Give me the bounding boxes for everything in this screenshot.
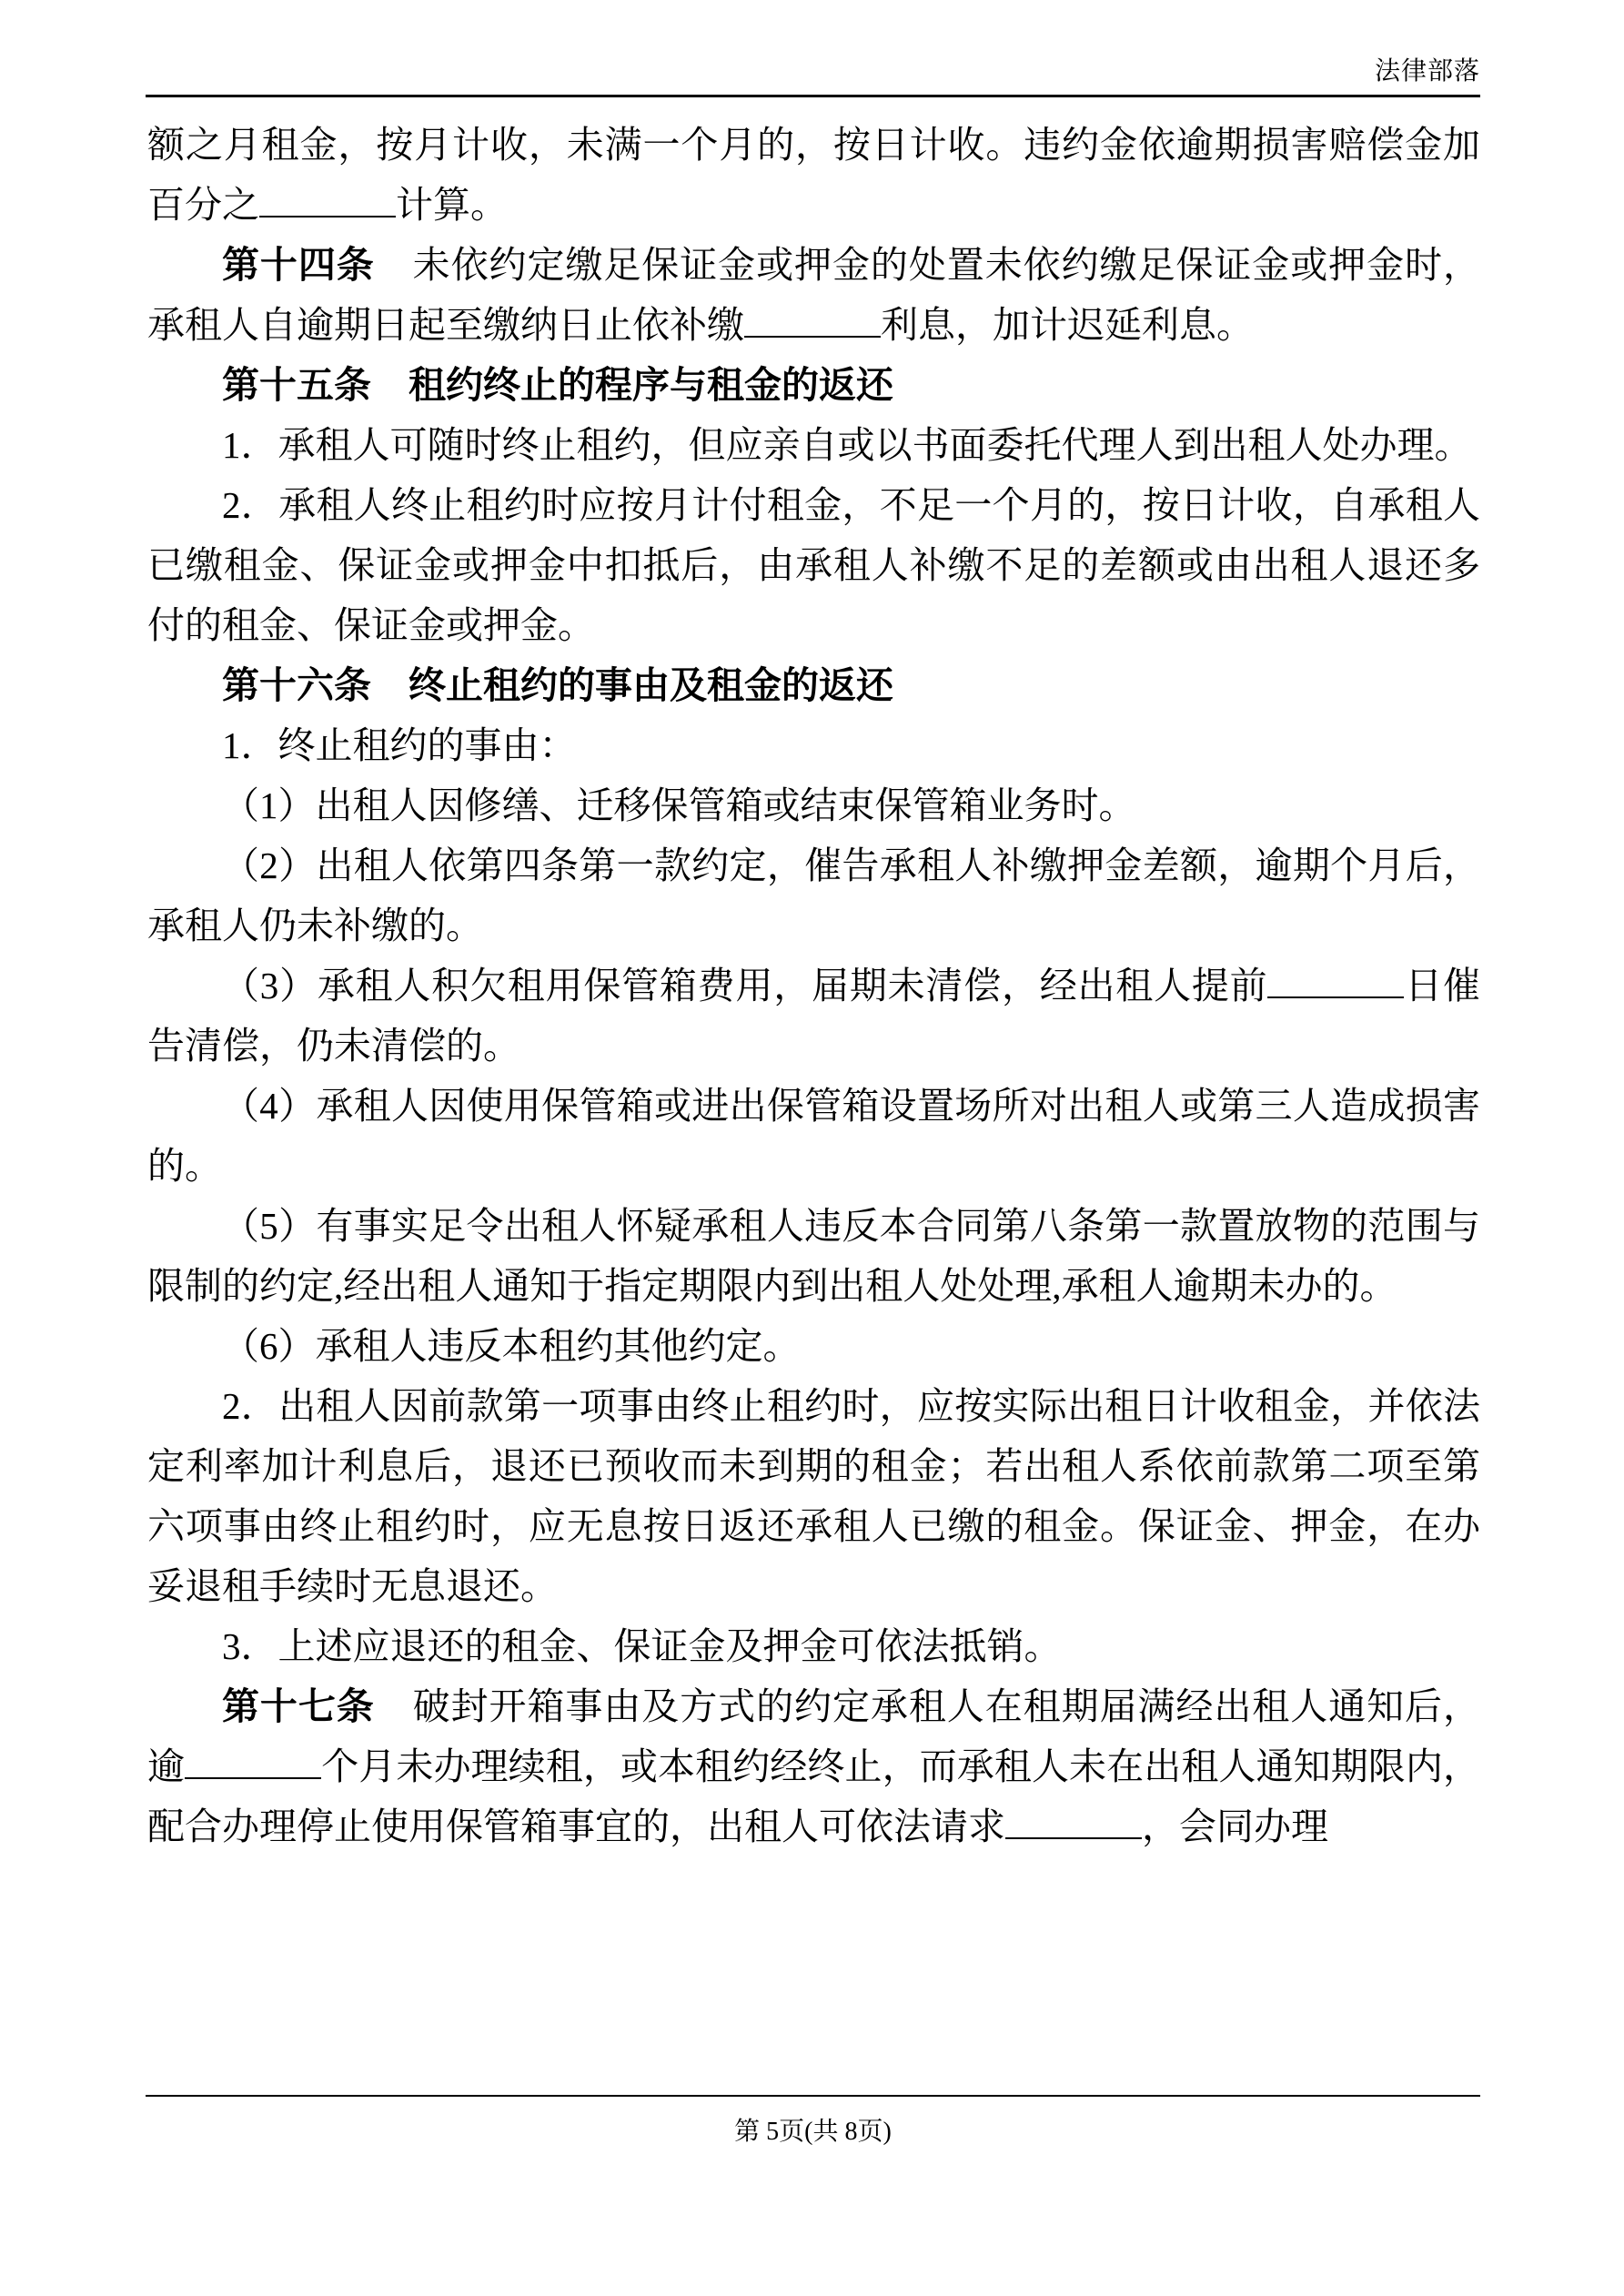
text-segment: （5）有事实足令出租人怀疑承租人违反本合同第八条第一款置放物的范围与限制的约定,经出租人通知于指定期限内到出租人处处理,承租人逾期未办的。 bbox=[147, 1205, 1480, 1307]
para-15-item-2 bbox=[147, 475, 1480, 655]
text-segment: 2．承租人终止租约时应按月计付租金，不足一个月的，按日计收，自承租人已缴租金、保证金或押金中扣抵后，由承租人补缴不足的差额或由出租人退还多付的租金、保证金或押金。 bbox=[147, 484, 1480, 646]
text-segment: 第十六条 终止租约的事由及租金的返还 bbox=[222, 664, 893, 706]
fill-in-blank bbox=[744, 300, 881, 338]
para-article-16-heading bbox=[147, 655, 1480, 715]
para-article-17 bbox=[147, 1676, 1480, 1856]
text-segment: （3）承租人积欠租用保管箱费用，届期未清偿，经出租人提前 bbox=[222, 965, 1268, 1006]
para-16-1-1 bbox=[147, 775, 1480, 835]
text-segment: 3．上述应退还的租金、保证金及押金可依法抵销。 bbox=[222, 1625, 1062, 1667]
text-segment: 额之月租金，按月计收，未满一个月的，按日计收。违约金依逾期损害赔偿金加百分之 bbox=[147, 124, 1480, 226]
header-divider bbox=[146, 95, 1480, 97]
fill-in-blank bbox=[1267, 961, 1404, 998]
text-segment: 个月未办理续租，或本租约经终止，而承租人未在出租人通知期限内，配合办理停止使用保管箱事宜的，出租人可依法请求 bbox=[147, 1745, 1480, 1847]
para-16-1-3 bbox=[147, 956, 1480, 1076]
header-brand: 法律部落 bbox=[1374, 57, 1480, 86]
page-number: 第 5页(共 8页) bbox=[734, 2118, 892, 2146]
para-article-15-heading bbox=[147, 355, 1480, 415]
fill-in-blank bbox=[259, 180, 396, 217]
page-footer bbox=[146, 2095, 1480, 2148]
text-segment: 计算。 bbox=[396, 184, 508, 226]
text-segment: ，会同办理 bbox=[1142, 1805, 1328, 1847]
text-segment: 未依约定缴足保证金或押金的处置未依约缴足保证金或押金时，承租人自逾期日起至缴纳日止依补缴 bbox=[147, 244, 1480, 346]
para-continuation bbox=[147, 115, 1480, 235]
text-segment: 2．出租人因前款第一项事由终止租约时，应按实际出租日计收租金，并依法定利率加计利息后，退还已预收而未到期的租金；若出租人系依前款第二项至第六项事由终止租约时，应无息按日返还承租人已缴的租金。保证金、押金，在办妥退租手续时无息退还。 bbox=[147, 1385, 1480, 1607]
para-16-1-4 bbox=[147, 1076, 1480, 1196]
para-16-1-6 bbox=[147, 1316, 1480, 1376]
para-16-item-2 bbox=[147, 1376, 1480, 1616]
text-segment: 利息，加计迟延利息。 bbox=[881, 304, 1254, 346]
text-segment: 第十五条 租约终止的程序与租金的返还 bbox=[222, 364, 893, 406]
text-segment: （6）承租人违反本租约其他约定。 bbox=[222, 1325, 801, 1367]
para-15-item-1 bbox=[147, 415, 1480, 475]
fill-in-blank bbox=[185, 1742, 321, 1779]
text-segment: （4）承租人因使用保管箱或进出保管箱设置场所对出租人或第三人造成损害的。 bbox=[147, 1085, 1480, 1187]
para-article-14 bbox=[147, 235, 1480, 355]
text-segment: 第十七条 bbox=[222, 1685, 375, 1727]
para-16-1-5 bbox=[147, 1196, 1480, 1316]
para-16-1-2 bbox=[147, 835, 1480, 956]
para-16-item-1 bbox=[147, 715, 1480, 775]
text-segment: 第十四条 bbox=[222, 244, 375, 286]
fill-in-blank bbox=[1005, 1802, 1142, 1839]
document-body bbox=[147, 115, 1480, 1856]
text-segment: 1．承租人可随时终止租约，但应亲自或以书面委托代理人到出租人处办理。 bbox=[222, 424, 1472, 466]
text-segment: （1）出租人因修缮、迁移保管箱或结束保管箱业务时。 bbox=[222, 784, 1136, 826]
page-header bbox=[146, 0, 1480, 97]
text-segment: 日催告清偿，仍未清偿的。 bbox=[147, 965, 1481, 1067]
para-16-item-3 bbox=[147, 1616, 1480, 1676]
text-segment: 1．终止租约的事由： bbox=[222, 724, 577, 766]
text-segment: （2）出租人依第四条第一款约定，催告承租人补缴押金差额，逾期个月后，承租人仍未补缴的。 bbox=[147, 845, 1480, 946]
text-segment: 破封开箱事由及方式的约定承租人在租期届满经出租人通知后，逾 bbox=[147, 1685, 1480, 1787]
